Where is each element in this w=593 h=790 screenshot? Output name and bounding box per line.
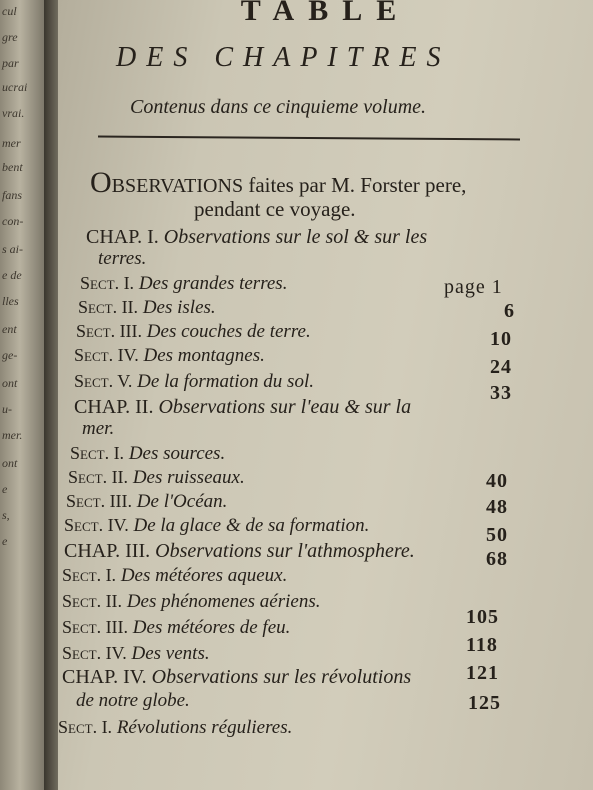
chapter-entry (64, 540, 415, 562)
volume-note: Contenus dans ce cinquieme volume. (130, 96, 427, 118)
facing-page-text: ucrai (2, 80, 28, 94)
entry-title: Des ruisseaux. (132, 467, 245, 488)
entry-label: Sect. I. (58, 717, 113, 737)
entry-label: Sect. II. (78, 297, 139, 317)
section-entry (62, 642, 210, 665)
section-entry (66, 490, 227, 513)
facing-page-text: mer (2, 136, 21, 150)
entry-title: Des météores aqueux. (120, 565, 288, 586)
section-entry (74, 370, 314, 393)
page-number: 125 (468, 692, 501, 714)
section-entry (70, 442, 225, 465)
section-entry (76, 320, 311, 343)
page-title: TABLE (240, 0, 411, 27)
drop-cap: O (90, 166, 112, 199)
facing-page-text: gre (2, 30, 18, 44)
chapter-entry (74, 396, 411, 418)
entry-label: Sect. I. (70, 443, 125, 463)
entry-title: Des phénomenes aériens. (126, 591, 321, 612)
entry-label: Sect. I. (62, 565, 117, 585)
section-entry (62, 616, 290, 639)
facing-page-text: ont (2, 376, 18, 390)
entry-title: Des montagnes. (143, 345, 265, 366)
section-entry (64, 514, 369, 537)
facing-page-text: s, (2, 508, 10, 522)
entry-label: Sect. III. (66, 491, 133, 511)
chapter-entry (86, 226, 427, 248)
facing-page-text: cul (2, 4, 17, 18)
section-entry (62, 590, 320, 613)
entry-label: Sect. III. (76, 321, 143, 341)
entry-title: Observations sur l'athmosphere. (155, 540, 415, 562)
page-number: 121 (466, 662, 499, 684)
page-number: 10 (490, 328, 512, 350)
entry-label: Sect. IV. (62, 643, 127, 663)
section-entry (78, 296, 216, 319)
chapter-entry-cont: terres. (98, 248, 147, 269)
page-number: 40 (486, 470, 508, 492)
facing-page-text: e de (2, 268, 22, 282)
facing-page-text: fans (2, 188, 23, 202)
entry-label: CHAP. IV. (62, 666, 147, 688)
entry-label: CHAP. II. (74, 396, 154, 418)
chapter-entry-cont: de notre globe. (76, 690, 190, 711)
table-of-contents-page (58, 0, 593, 790)
entry-title: Révolutions régulieres. (116, 717, 293, 738)
entry-title: De la formation du sol. (137, 371, 314, 392)
section-heading-cont: pendant ce voyage. (194, 197, 356, 221)
entry-title: Des vents. (131, 643, 210, 664)
section-entry (68, 466, 245, 489)
entry-label: Sect. V. (74, 371, 133, 391)
facing-page-text: bent (2, 160, 23, 174)
entry-label: Sect. IV. (64, 515, 129, 535)
header-rule (98, 136, 520, 141)
page-number: 68 (486, 548, 508, 570)
entry-title: Observations sur l'eau & sur la (158, 396, 412, 418)
entry-title: Observations sur le sol & sur les (163, 226, 428, 248)
entry-title: Des sources. (128, 443, 226, 464)
entry-title: Observations sur les révolutions (151, 666, 412, 688)
page-number: 50 (486, 524, 508, 546)
page-subtitle: DES CHAPITRES (116, 42, 451, 73)
facing-page-text: ge- (2, 348, 18, 362)
entry-label: CHAP. III. (64, 540, 151, 562)
heading-text: faites par M. Forster pere, (243, 173, 467, 197)
facing-page-text: e (2, 534, 8, 548)
facing-page-text: e (2, 482, 8, 496)
page-number: 24 (490, 356, 512, 378)
entry-title: Des couches de terre. (146, 321, 311, 342)
entry-label: CHAP. I. (86, 226, 159, 248)
entry-label: Sect. II. (62, 591, 123, 611)
entry-label: Sect. II. (68, 467, 129, 487)
facing-page-text: ent (2, 322, 17, 336)
entry-title: Des grandes terres. (138, 273, 288, 294)
entry-label: Sect. IV. (74, 345, 139, 365)
chapter-entry-cont: mer. (82, 418, 115, 439)
entry-title: Des isles. (142, 297, 216, 318)
section-entry (74, 344, 265, 367)
entry-title: De la glace & de sa formation. (133, 515, 370, 536)
facing-page-text: con- (2, 214, 24, 228)
page-number: 118 (466, 634, 498, 656)
facing-page-text: par (2, 56, 19, 70)
entry-label: Sect. I. (80, 273, 135, 293)
entry-title: De l'Océan. (136, 491, 228, 512)
section-entry (62, 564, 287, 587)
page-number: 105 (466, 606, 499, 628)
page-number: page 1 (444, 276, 503, 298)
page-number: 33 (490, 382, 512, 404)
heading-small-caps: BSERVATIONS (111, 175, 244, 197)
facing-page-text: u- (2, 402, 12, 416)
page-number: 6 (504, 300, 515, 322)
section-entry (80, 272, 287, 295)
facing-page-text: lles (2, 294, 19, 308)
entry-title: Des météores de feu. (132, 617, 291, 638)
facing-page-text: vrai. (2, 106, 25, 120)
facing-page-text: s ai- (2, 242, 23, 256)
facing-page-text: ont (2, 456, 18, 470)
facing-page-text: mer. (2, 428, 23, 442)
section-entry (58, 716, 292, 739)
facing-page (0, 0, 50, 790)
entry-label: Sect. III. (62, 617, 129, 637)
chapter-entry (62, 666, 411, 688)
section-heading (90, 166, 467, 199)
page-number: 48 (486, 496, 508, 518)
